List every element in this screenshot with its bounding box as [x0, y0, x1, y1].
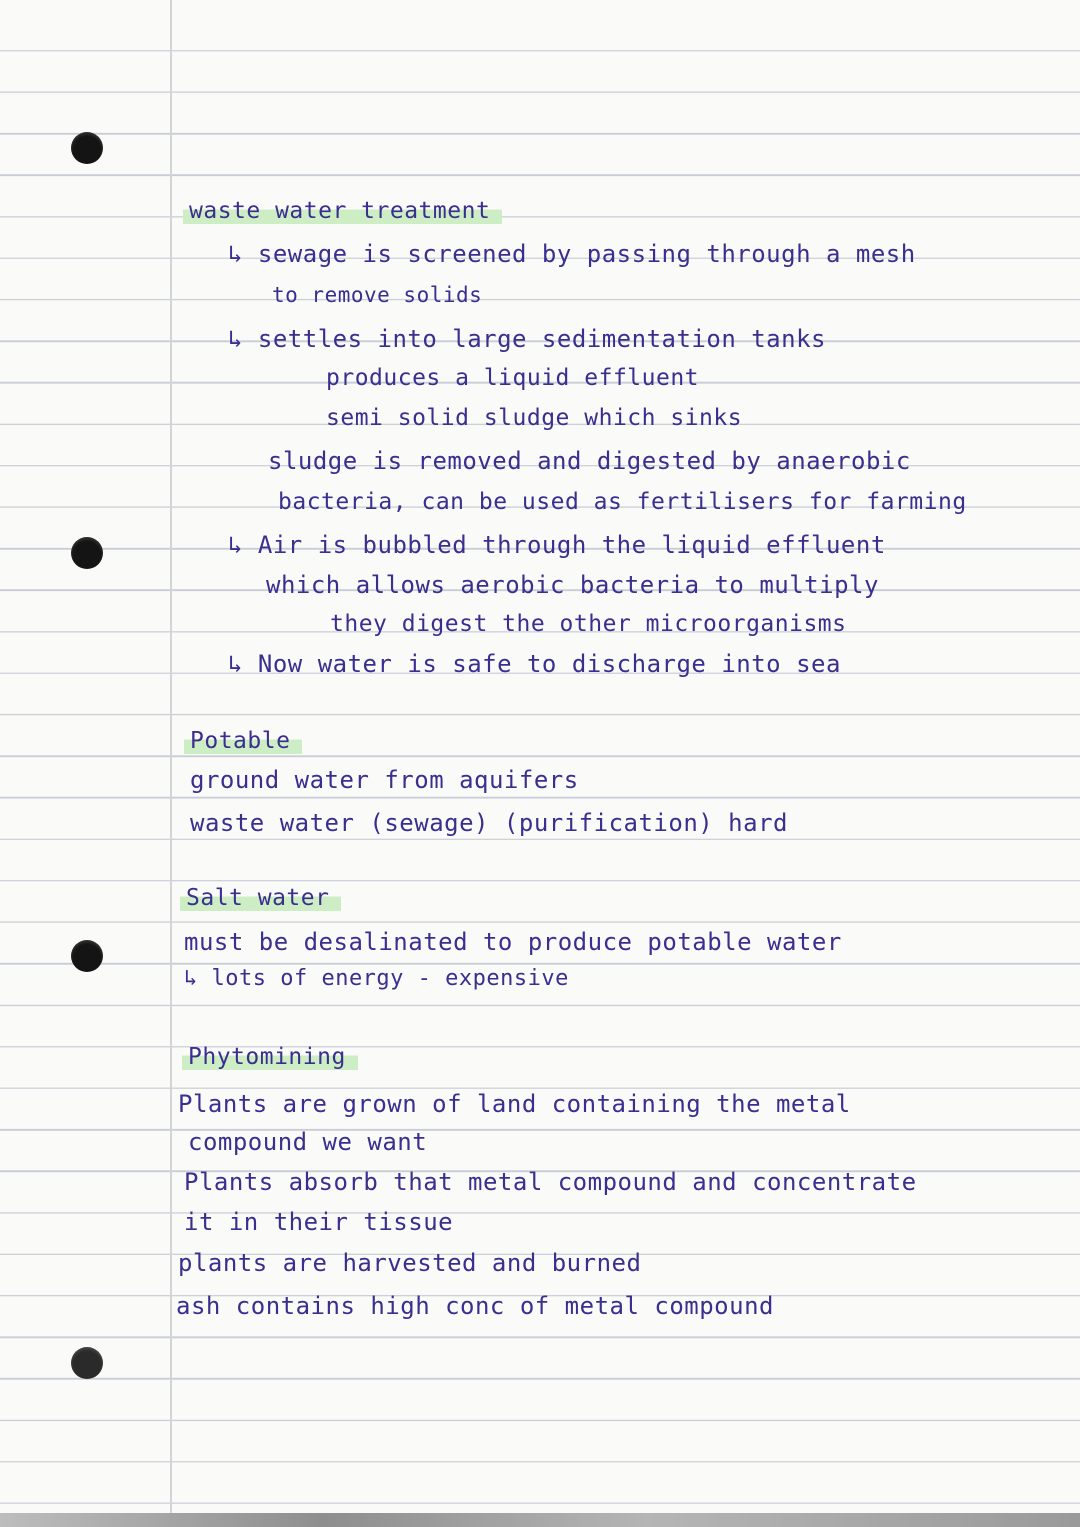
- note-line: which allows aerobic bacteria to multiply: [266, 571, 879, 599]
- note-line: ↳ Air is bubbled through the liquid effluent: [228, 531, 886, 559]
- note-line: Plants are grown of land containing the metal: [178, 1090, 851, 1118]
- binder-hole-2: [71, 537, 103, 569]
- heading-salt-water: Salt water: [180, 885, 341, 911]
- note-line: to remove solids: [272, 283, 483, 307]
- page-bottom-edge: [0, 1513, 1080, 1527]
- heading-potable: Potable: [184, 728, 302, 754]
- note-line: semi solid sludge which sinks: [326, 405, 743, 431]
- margin-line: [170, 0, 172, 1527]
- note-line: Plants absorb that metal compound and concentrate: [184, 1168, 917, 1196]
- note-line: ground water from aquifers: [190, 766, 579, 794]
- note-line: produces a liquid effluent: [326, 365, 700, 391]
- note-line: compound we want: [188, 1128, 428, 1156]
- note-line: ash contains high conc of metal compound: [176, 1292, 774, 1320]
- binder-hole-3: [71, 940, 103, 972]
- binder-hole-1: [71, 132, 103, 164]
- heading-phytomining: Phytomining: [182, 1044, 358, 1070]
- note-line: bacteria, can be used as fertilisers for farming: [278, 489, 967, 515]
- binder-hole-4: [71, 1347, 103, 1379]
- note-line: ↳ Now water is safe to discharge into sea: [228, 650, 841, 678]
- note-line: ↳ settles into large sedimentation tanks: [228, 325, 826, 353]
- note-line: they digest the other microorganisms: [330, 611, 847, 637]
- note-line: it in their tissue: [184, 1208, 454, 1236]
- note-line: sludge is removed and digested by anaerobic: [268, 447, 911, 475]
- heading-waste-water-treatment: waste water treatment: [183, 198, 502, 224]
- note-line: waste water (sewage) (purification) hard: [190, 809, 788, 837]
- note-line: must be desalinated to produce potable water: [184, 928, 842, 956]
- note-line: plants are harvested and burned: [178, 1249, 642, 1277]
- note-line: ↳ sewage is screened by passing through a mesh: [228, 240, 916, 268]
- note-line: ↳ lots of energy - expensive: [184, 966, 569, 991]
